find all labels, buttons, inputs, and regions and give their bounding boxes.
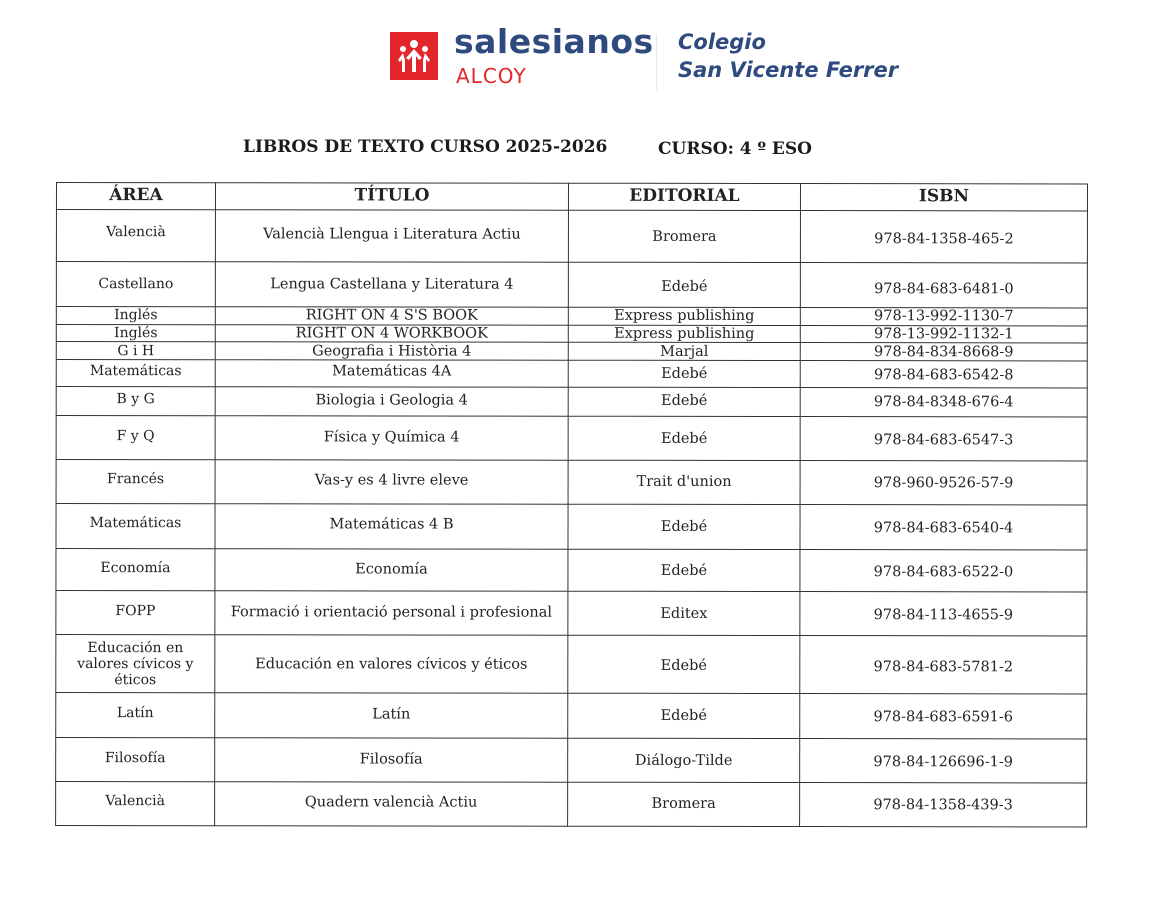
cell-area: Valencià: [56, 782, 215, 826]
cell-area: FOPP: [56, 591, 215, 635]
cell-publisher: Edebé: [568, 417, 800, 461]
table-row: [56, 782, 1087, 827]
cell-title: Biologia i Geologia 4: [215, 387, 568, 416]
cell-publisher: Editex: [568, 592, 800, 636]
header-title: TÍTULO: [215, 183, 568, 210]
cell-isbn: 978-84-683-6540-4: [800, 505, 1087, 550]
table-row: [56, 262, 1087, 308]
cell-isbn: 978-84-126696-1-9: [800, 739, 1087, 783]
cell-isbn: 978-84-683-6591-6: [800, 694, 1087, 739]
cell-publisher: Edebé: [568, 388, 800, 417]
cell-publisher: Express publishing: [568, 307, 800, 325]
table-row: [56, 210, 1087, 263]
cell-title: Quadern valencià Actiu: [215, 782, 568, 826]
cell-title: Latín: [215, 693, 568, 738]
table-row: [56, 693, 1087, 739]
cell-title: Educación en valores cívicos y éticos: [215, 635, 568, 693]
cell-isbn: 978-84-1358-465-2: [800, 211, 1087, 263]
cell-publisher: Bromera: [568, 783, 800, 827]
cell-isbn: 978-13-992-1132-1: [800, 325, 1087, 343]
cell-title: Formació i orientació personal i profesional: [215, 591, 568, 635]
cell-isbn: 978-84-8348-676-4: [800, 388, 1087, 417]
table-row: [56, 307, 1087, 326]
cell-area: Matemáticas: [56, 504, 215, 549]
cell-publisher: Marjal: [568, 343, 800, 361]
cell-isbn: 978-84-113-4655-9: [800, 592, 1087, 636]
cell-title: Valencià Llengua i Literatura Actiu: [215, 210, 568, 262]
school-name-line2: San Vicente Ferrer: [678, 58, 899, 82]
cell-area: Matemáticas: [56, 360, 215, 387]
cell-area: Castellano: [56, 262, 215, 307]
cell-isbn: 978-960-9526-57-9: [800, 461, 1087, 505]
cell-isbn: 978-84-683-6542-8: [800, 361, 1087, 388]
textbooks-table: [55, 182, 1088, 828]
header-publisher: EDITORIAL: [568, 183, 800, 210]
table-row: [56, 360, 1087, 388]
cell-area: Filosofía: [56, 738, 215, 782]
cell-title: RIGHT ON 4 WORKBOOK: [215, 324, 568, 342]
table-row: [56, 635, 1087, 694]
table-row: [56, 549, 1087, 592]
cell-isbn: 978-84-683-6547-3: [800, 417, 1087, 461]
cell-area: Francés: [56, 460, 215, 504]
cell-publisher: Bromera: [568, 210, 800, 262]
cell-area: Inglés: [56, 324, 215, 342]
table-row: [56, 738, 1087, 783]
cell-isbn: 978-84-683-5781-2: [800, 636, 1087, 694]
header-divider: [656, 34, 657, 90]
course-label: CURSO: 4 º ESO: [658, 139, 812, 159]
cell-publisher: Edebé: [568, 550, 800, 592]
cell-area: Educación en valores cívicos y éticos: [56, 635, 215, 693]
cell-area: F y Q: [56, 416, 215, 460]
table-row: [56, 504, 1087, 550]
table-header-row: [56, 183, 1087, 211]
cell-isbn: 978-84-1358-439-3: [800, 783, 1087, 827]
cell-title: Lengua Castellana y Literatura 4: [215, 262, 568, 307]
cell-title: Filosofía: [215, 738, 568, 782]
cell-isbn: 978-84-834-8668-9: [800, 343, 1087, 361]
brand-name: salesianos: [454, 22, 654, 61]
cell-publisher: Edebé: [568, 361, 800, 388]
cell-title: Economía: [215, 549, 568, 591]
cell-isbn: 978-84-683-6481-0: [800, 263, 1087, 308]
header-area: ÁREA: [56, 183, 215, 210]
cell-isbn: 978-84-683-6522-0: [800, 550, 1087, 592]
cell-publisher: Edebé: [568, 505, 800, 550]
cell-title: RIGHT ON 4 S'S BOOK: [215, 307, 568, 325]
cell-title: Matemáticas 4 B: [215, 504, 568, 549]
cell-title: Matemáticas 4A: [215, 360, 568, 387]
cell-title: Vas-y es 4 livre eleve: [215, 460, 568, 504]
table-row: [56, 591, 1087, 636]
cell-publisher: Express publishing: [568, 325, 800, 343]
cell-publisher: Edebé: [568, 262, 800, 307]
cell-publisher: Edebé: [568, 694, 800, 739]
table-row: [56, 460, 1087, 505]
cell-area: B y G: [56, 387, 215, 416]
header-isbn: ISBN: [800, 184, 1087, 211]
cell-title: Física y Química 4: [215, 416, 568, 460]
cell-area: Economía: [56, 549, 215, 591]
document-title: LIBROS DE TEXTO CURSO 2025-2026: [243, 137, 608, 157]
cell-publisher: Diálogo-Tilde: [568, 739, 800, 783]
table-row: [56, 416, 1087, 461]
page-header: [390, 22, 910, 98]
table-row: [56, 387, 1087, 417]
cell-isbn: 978-13-992-1130-7: [800, 308, 1087, 326]
table-row: [56, 342, 1087, 361]
cell-area: Latín: [56, 693, 215, 738]
cell-publisher: Edebé: [568, 636, 800, 694]
cell-area: Inglés: [56, 307, 215, 325]
school-name-line1: Colegio: [678, 30, 766, 54]
cell-area: Valencià: [56, 210, 215, 262]
cell-publisher: Trait d'union: [568, 461, 800, 505]
salesianos-logo-icon: [390, 32, 438, 80]
brand-city: ALCOY: [456, 64, 527, 88]
table-row: [56, 324, 1087, 343]
cell-title: Geografia i Història 4: [215, 342, 568, 360]
cell-area: G i H: [56, 342, 215, 360]
